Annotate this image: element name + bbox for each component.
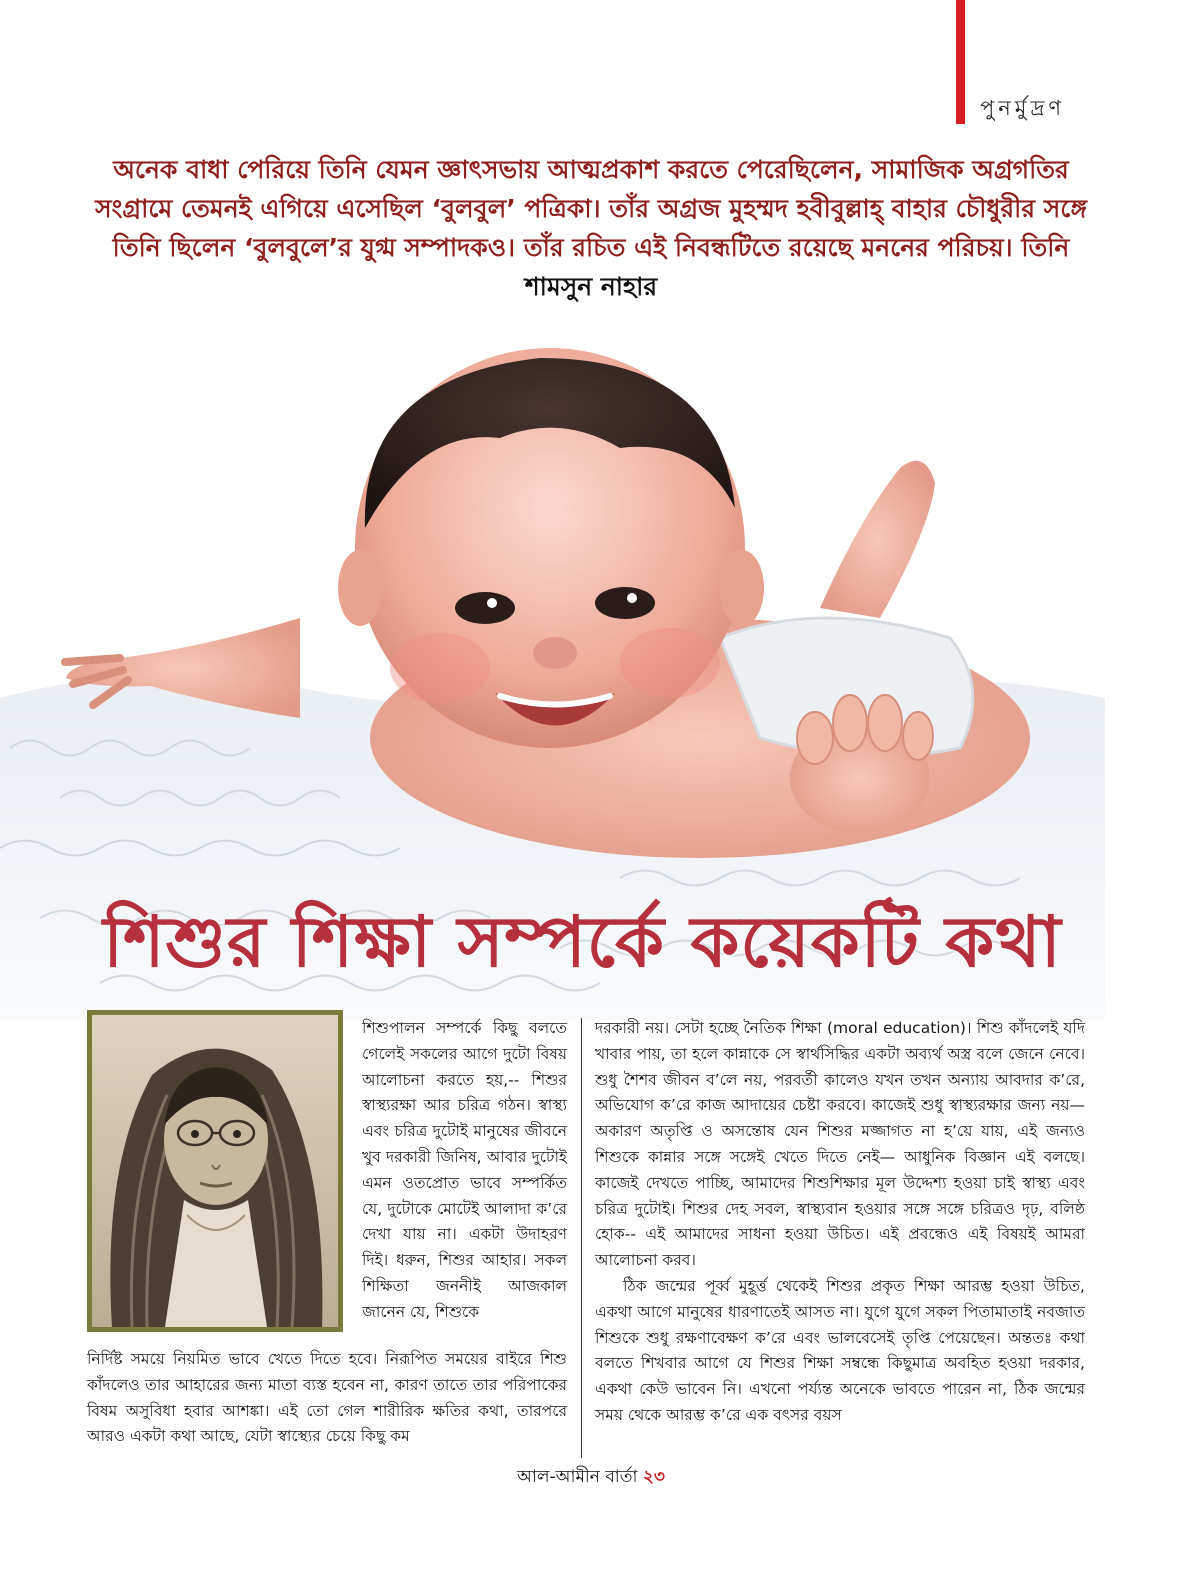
section-marker-bar: [956, 0, 965, 124]
intro-text: অনেক বাধা পেরিয়ে তিনি যেমন জ্ঞাৎসভায় আত্মপ্রকাশ করতে পেরেছিলেন, সামাজিক অগ্রগতির সংগ্রামে তেমনই এগিয়ে এসেছিল ‘বুলবুল’ পত্রিকা। তাঁর অগ্রজ মুহম্মদ হবীবুল্লাহ্ বাহার চৌধুরীর সঙ্গে তিনি ছিলেন ‘বুলবুলে’র যুগ্ম সম্পাদকও। তাঁর রচিত এই নিবন্ধটিতে রয়েছে মননের পরিচয়। তিনি: [95, 155, 1087, 262]
author-name: শামসুন নাহার: [524, 272, 658, 301]
column-divider: [581, 1018, 582, 1458]
article-paragraph: ঠিক জন্মের পূর্ব্ব মুহূর্ত্ত থেকেই শিশুর প্রকৃত শিক্ষা আরম্ভ হওয়া উচিত, একথা আগে মানুষের ধারণাতেই আসত না। যুগে যুগে সকল পিতামাতাই নবজাত শিশুকে শুধু রক্ষণাবেক্ষণ ক’রে এবং ভালবেসেই তৃপ্তি পেয়েছেন। অন্ততঃ কথা বলতে শিখবার আগে যে শিশুর শিক্ষা সম্বন্ধে কিছুমাত্র অবহিত হওয়া দরকার, একথা কেউ ভাবেন নি। এখনো পর্য্যন্ত অনেকে ভাবতে পারেন না, ঠিক জন্মের সময় থেকে আরম্ভ ক’রে এক বৎসর বয়স: [595, 1276, 1085, 1424]
article-headline: শিশুর শিক্ষা সম্পর্কে কয়েকটি কথা: [103, 900, 1062, 983]
magazine-name: আল-আমীন বার্তা: [517, 1467, 638, 1487]
page-footer: [0, 1464, 1182, 1492]
article-column-right: [595, 1016, 1085, 1429]
intro-paragraph: [86, 150, 1096, 306]
author-portrait: [87, 1010, 343, 1332]
article-paragraph: নির্দিষ্ট সময়ে নিয়মিত ভাবে খেতে দিতে হবে। নিরূপিত সময়ের বাইরে শিশু কাঁদলেও তার আহারের জন্য মাতা ব্যস্ত হবেন না, কারণ তাতে তার পরিপাকের বিষম অসুবিধা হবার আশঙ্কা। এই তো গেল শারীরিক ক্ষতির কথা, তারপরে আরও একটা কথা আছে, যেটা স্বাস্থ্যের চেয়ে কিছু কম: [87, 1350, 567, 1446]
article-paragraph: শিশুপালন সম্পর্কে কিছু বলতে গেলেই সকলের আগে দুটো বিষয় আলোচনা করতে হয়,-- শিশুর স্বাস্থ্যরক্ষা আর চরিত্র গঠন। স্বাস্থ্য এবং চরিত্র দুটোই মানুষের জীবনে খুব দরকারী জিনিষ, আবার দুটোই এমন ওতপ্রোত ভাবে সম্পর্কিত যে, দুটোকে মোটেই আলাদা ক’রে দেখা যায় না। একটা উদাহরণ দিই। ধরুন, শিশুর আহার। সকল শিক্ষিতা জননীই আজকাল জানেন যে, শিশুকে: [362, 1019, 567, 1321]
section-label: পুনর্মুদ্রণ: [980, 96, 1066, 120]
article-column-left-top: [362, 1016, 567, 1326]
article-column-left-bottom: [87, 1347, 567, 1450]
page-number: ২৩: [642, 1467, 665, 1487]
portrait-illustration: [92, 1015, 338, 1327]
article-paragraph: দরকারী নয়। সেটা হচ্ছে নৈতিক শিক্ষা (moral education)। শিশু কাঁদলেই যদি খাবার পায়, তা হলে কান্নাকে সে স্বার্থসিদ্ধির একটা অব্যর্থ অস্ত্র বলে জেনে নেবে। শুধু শৈশব জীবন ব’লে নয়, পরবর্তী কালেও যখন তখন অন্যায় আবদার ক’রে, অভিযোগ ক’রে কাজ আদায়ের চেষ্টা করবে। কাজেই শুধু স্বাস্থ্যরক্ষার জন্য নয়— অকারণ অতৃপ্তি ও অসন্তোষ যেন শিশুর মজ্জাগত না হ’য়ে যায়, এই জন্যও শিশুকে কান্নার সঙ্গে সঙ্গেই খেতে দিতে নেই— আধুনিক বিজ্ঞান এই বলছে। কাজেই দেখতে পাচ্ছি, আমাদের শিশুশিক্ষার মূল উদ্দেশ্য হওয়া চাই স্বাস্থ্য এবং চরিত্র দুটোই। শিশুর দেহ সবল, স্বাস্থ্যবান হওয়ার সঙ্গে সঙ্গে চরিত্রও দৃঢ়, বলিষ্ঠ হোক-- এই আমাদের সাধনা হওয়া উচিত। এই প্রবন্ধেও এই বিষয়ই আমরা আলোচনা করব।: [595, 1019, 1085, 1270]
